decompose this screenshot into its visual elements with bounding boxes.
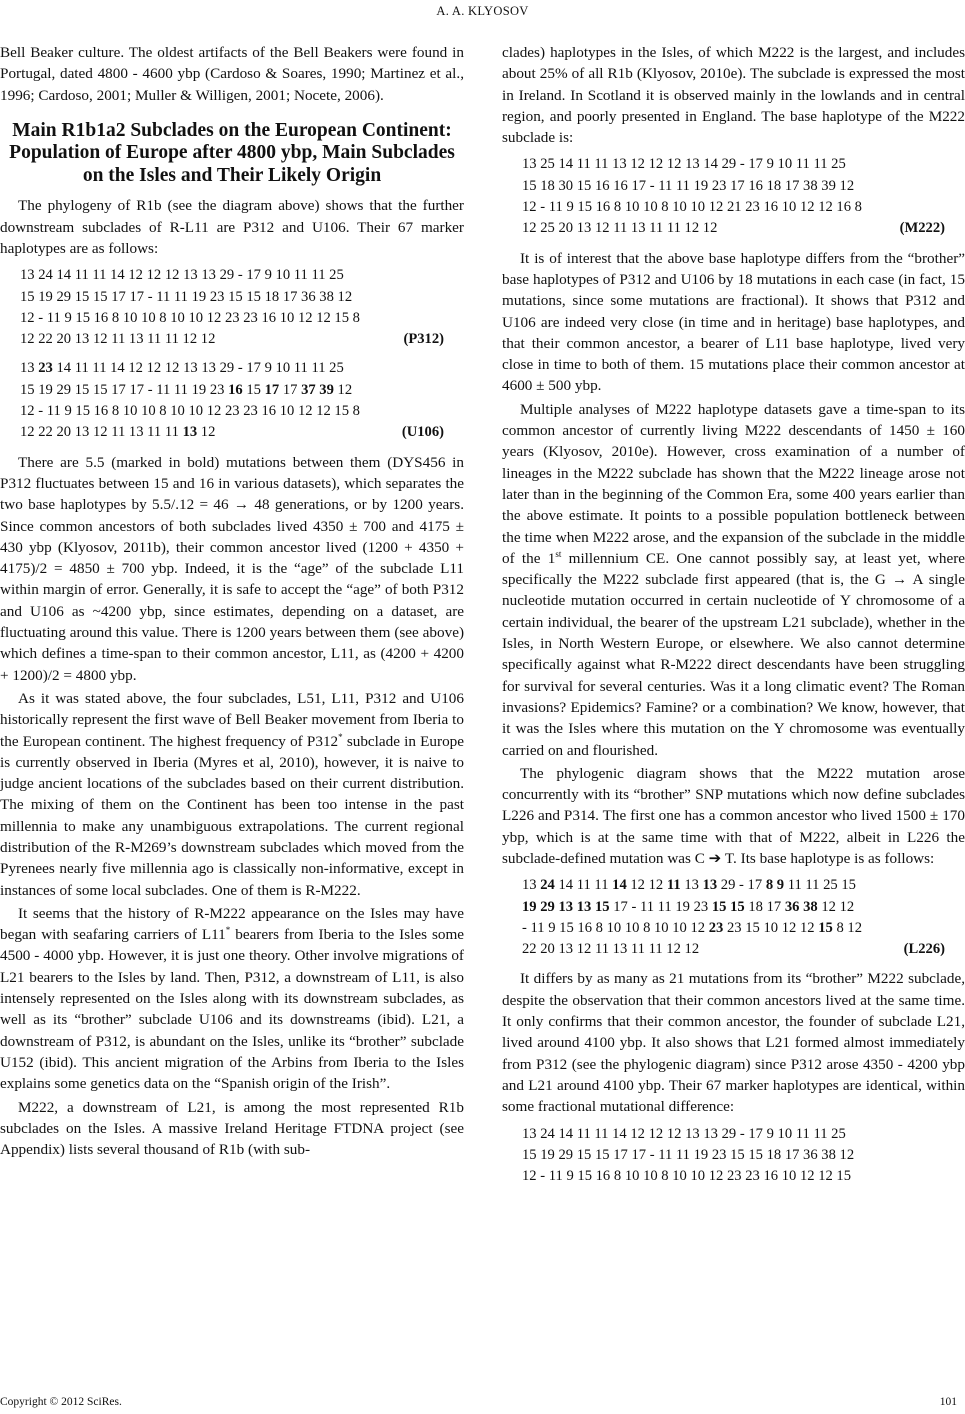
haplotype-label: (U106) [401, 424, 444, 441]
haplotype-p312 [20, 265, 464, 350]
paragraph: Bell Beaker culture. The oldest artifacts of the Bell Beakers were found in Portugal, dated 4800 - 4600 ybp (Cardoso & Soares, 1990; Martinez et al., 1996; Cardoso, 2001; Muller & Willigen, 2001; Nocete, 2006). [0, 44, 464, 104]
haplotype-line: 15 19 29 15 15 17 17 - 11 11 19 23 16 15 17 17 37 39 12 [20, 381, 353, 398]
mutation-mark: 24 [540, 877, 555, 894]
haplotype-line: 13 24 14 11 11 14 12 12 11 13 13 29 - 17 8 9 11 11 25 15 [522, 877, 856, 894]
paragraph: As it was stated above, the four subclades, L51, L11, P312 and U106 historically represent the first wave of Bell Beaker movement from Iberia to the European continent. The highest frequency of P312* subclade in Europe is currently observed in Iberia (Myres et al, 2010), however, it is naive to judge ancient locations of the subclades based on their current distribution. The mixing of them on the Continent has been too intense in the past millennia to make any unambiguous extrapolations. The current regional distribution of the R-M269’s downstream subclades which moved from the Pyrenees nearly five millennia ago is classically non-informative, except in instances of some local subclades. One of them is R-M222. [0, 689, 464, 899]
mutation-mark: 15 [818, 919, 833, 936]
mutation-mark: 23 [38, 360, 53, 377]
haplotype-line [20, 329, 464, 350]
copyright-notice: Copyright © 2012 SciRes. [0, 1396, 122, 1408]
haplotype-line: 15 19 29 15 15 17 17 - 11 11 19 23 15 15 18 17 36 38 12 [522, 1146, 855, 1163]
mutation-mark: 16 [228, 381, 243, 398]
haplotype-line [522, 218, 965, 239]
haplotype-m222 [522, 154, 965, 239]
haplotype-line: - 11 9 15 16 8 10 10 8 10 10 12 23 23 15 10 12 12 15 8 12 [522, 919, 862, 936]
haplotype-line: 19 29 13 13 15 17 - 11 11 19 23 15 15 18 17 36 38 12 12 [522, 898, 855, 915]
haplotype-u106 [20, 358, 464, 443]
haplotype-line: 12 - 11 9 15 16 8 10 10 8 10 10 12 23 23 16 10 12 12 15 [522, 1168, 852, 1185]
haplotype-line: 12 - 11 9 15 16 8 10 10 8 10 10 12 23 23 16 10 12 12 15 8 [20, 309, 360, 326]
haplotype-values: 22 20 13 12 11 13 11 11 12 12 [522, 941, 700, 958]
paragraph: M222, a downstream of L21, is among the most represented R1b subclades on the Isles. A massive Ireland Heritage FTDNA project (see Appendix) lists several thousand of R1b (with sub- [0, 1098, 464, 1159]
haplotype-line [20, 422, 464, 443]
haplotype-line [522, 939, 965, 960]
haplotype-line: 15 18 30 15 16 16 17 - 11 11 19 23 17 16 18 17 38 39 12 [522, 177, 855, 194]
mutation-mark: 11 [666, 877, 681, 894]
haplotype-l226 [522, 875, 965, 960]
mutation-mark: 36 38 [784, 898, 818, 915]
haplotype-values: 12 22 20 13 12 11 13 11 11 13 12 [20, 424, 216, 441]
paragraph: Multiple analyses of M222 haplotype datasets gave a time-span to its common ancestor of currently living M222 descendants of 1450 ± 160 years (Klyosov, 2010e). However, cross examination of a number of lineages in the M222 subclade has shown that the M222 lineage arose not later than in the beginning of the Common Era, some 400 years earlier than the above estimate. It points to a possible population bottleneck between the time when M222 arose, and the expansion of the subclade in the middle of the 1st millennium CE. One cannot possibly say, at least yet, where specifically the M222 subclade first appeared (that is, the G → A single nucleotide mutation occurred in certain nucleotide of Y chromosome of a certain individual, the bearer of the upstream L21 subclade), whether in the Isles, in North Western Europe, or elsewhere. We also cannot determine specifically against what R-M222 direct descendants have been struggling for survival for several centuries. Was it a long climatic event? The Roman invasions? Epidemics? Famine? or a combination? We know, however, that it was the Isles where this mutation on the Y chromosome was eventually carried on and flourished. [502, 400, 965, 759]
paragraph: It differs by as many as 21 mutations from its “brother” M222 subclade, despite the observation that their common ancestors lived at the same time. It only confirms that their common ancestor, the founder of subclade L21, lived around 4100 ybp. It also shows that L21 formed almost immediately from P312 (see the phylogenic diagram) since P312 arose 4350 - 4200 ybp and L21 around 4100 ybp. Their 67 marker haplotypes are identical, within some fractional mutational difference: [502, 970, 965, 1116]
mutation-mark: 37 39 [301, 381, 334, 398]
haplotype-label: (M222) [899, 220, 945, 237]
paragraph: It seems that the history of R-M222 appearance on the Isles may have began with seafaring carriers of L11* bearers from Iberia to the Isles some 4500 - 4000 ybp. However, it is just one theory. Other involve migrations of L21 bearers to the Isles by land. Then, P312, a downstream of L11, is also intensely represented on the Isles along with its downstream subclades, as well as its “brother” subclade U106 and its downstreams (ibid). L21, a downstream of P312, is abundant on the Isles, unlike its “brother” subclade U152 (ibid). This ancient migration of the Arbins from Iberia to the Isles explains some genetics data on the “Spanish origin of the Irish”. [0, 904, 465, 1093]
left-column [0, 42, 464, 1162]
haplotype-line: 13 25 14 11 11 13 12 12 12 13 14 29 - 17 9 10 11 11 25 [522, 156, 846, 173]
haplotype-l21 [522, 1124, 965, 1188]
mutation-mark: 13 [702, 877, 718, 894]
mutation-mark: 17 [264, 381, 280, 398]
running-head: A. A. KLYOSOV [436, 4, 529, 18]
paragraph: It is of interest that the above base haplotype differs from the “brother” base haplotypes of P312 and U106 by 18 mutations in each case (in fact, 15 mutations, since some mutations are fractional). It shows that P312 and U106 are indeed very close (in time and in heritage) base haplotypes, and that their common ancestor, a bearer of L11 base haplotype, lived very close in time to both of them. 15 mutations place their common ancestor at 4600 ± 500 ybp. [502, 249, 965, 395]
haplotype-line: 13 24 14 11 11 14 12 12 12 13 13 29 - 17 9 10 11 11 25 [522, 1125, 846, 1142]
mutation-mark: 13 [182, 424, 198, 441]
page-number: 101 [939, 1396, 957, 1408]
haplotype-label: (P312) [403, 331, 444, 348]
section-heading: Main R1b1a2 Subclades on the European Continent: Population of Europe after 4800 ybp, Main Subclades on the Isles and Their Likely Origin [9, 119, 455, 186]
haplotype-line: 13 23 14 11 11 14 12 12 12 13 13 29 - 17 9 10 11 11 25 [20, 360, 344, 377]
haplotype-line: 13 24 14 11 11 14 12 12 12 13 13 29 - 17 9 10 11 11 25 [20, 267, 344, 284]
mutation-mark: 8 9 [765, 877, 785, 894]
right-column [502, 42, 965, 1195]
mutation-mark: 14 [612, 877, 627, 894]
haplotype-line: 12 - 11 9 15 16 8 10 10 8 10 10 12 23 23 16 10 12 12 15 8 [20, 403, 360, 420]
haplotype-line: 15 19 29 15 15 17 17 - 11 11 19 23 15 15 18 17 36 38 12 [20, 288, 353, 305]
paragraph: clades) haplotypes in the Isles, of which M222 is the largest, and includes about 25% of all R1b (Klyosov, 2010e). The subclade is expressed the most in Ireland. In Scotland it is observed mainly in the lowlands and in central region, and poorly presented in England. The base haplotype of the M222 subclade is: [502, 44, 965, 147]
paragraph: The phylogenic diagram shows that the M222 mutation arose concurrently with its “brother” SNP mutations which now define subclades L226 and P314. The first one has a common ancestor who lived 1500 ± 170 ybp, which is at the same time with that of M222, albeit in L226 the subclade-defined mutation was C ➔ T. Its base haplotype is as follows: [502, 764, 965, 867]
mutation-mark: 15 15 [711, 898, 745, 915]
haplotype-label: (L226) [903, 941, 945, 958]
haplotype-line: 12 - 11 9 15 16 8 10 10 8 10 10 12 21 23 16 10 12 12 16 8 [522, 199, 862, 216]
haplotype-values: 12 25 20 13 12 11 13 11 11 12 12 [522, 220, 718, 237]
mutation-mark: 23 [708, 919, 724, 936]
paragraph: There are 5.5 (marked in bold) mutations between them (DYS456 in P312 fluctuates between 15 and 16 in various datasets), which separates the two base haplotypes by 5.5/.12 = 46 → 48 generations, or by 1200 years. Since common ancestors of both subclades lived 4350 ± 700 and 4175 ± 430 ybp (Klyosov, 2011b), their common ancestor lived (1200 + 4350 + 4175)/2 = 4850 ± 700 ybp. Indeed, it is the “age” of the subclade L11 within margin of error. Generally, it is safe to accept the “age” of both P312 and U106 as ~4200 ybp, since estimates, depending on a dataset, are fluctuating around this value. There is 1200 years between them (see above) which defines a time-span to their common ancestor, L11, as (4200 + 4200 + 1200)/2 = 4800 ybp. [0, 453, 464, 684]
haplotype-values: 12 22 20 13 12 11 13 11 11 12 12 [20, 331, 216, 348]
paragraph: The phylogeny of R1b (see the diagram above) shows that the further downstream subclades of R-L11 are P312 and U106. Their 67 marker haplotypes are as follows: [0, 197, 464, 257]
mutation-mark: 19 29 13 13 15 [522, 898, 610, 915]
